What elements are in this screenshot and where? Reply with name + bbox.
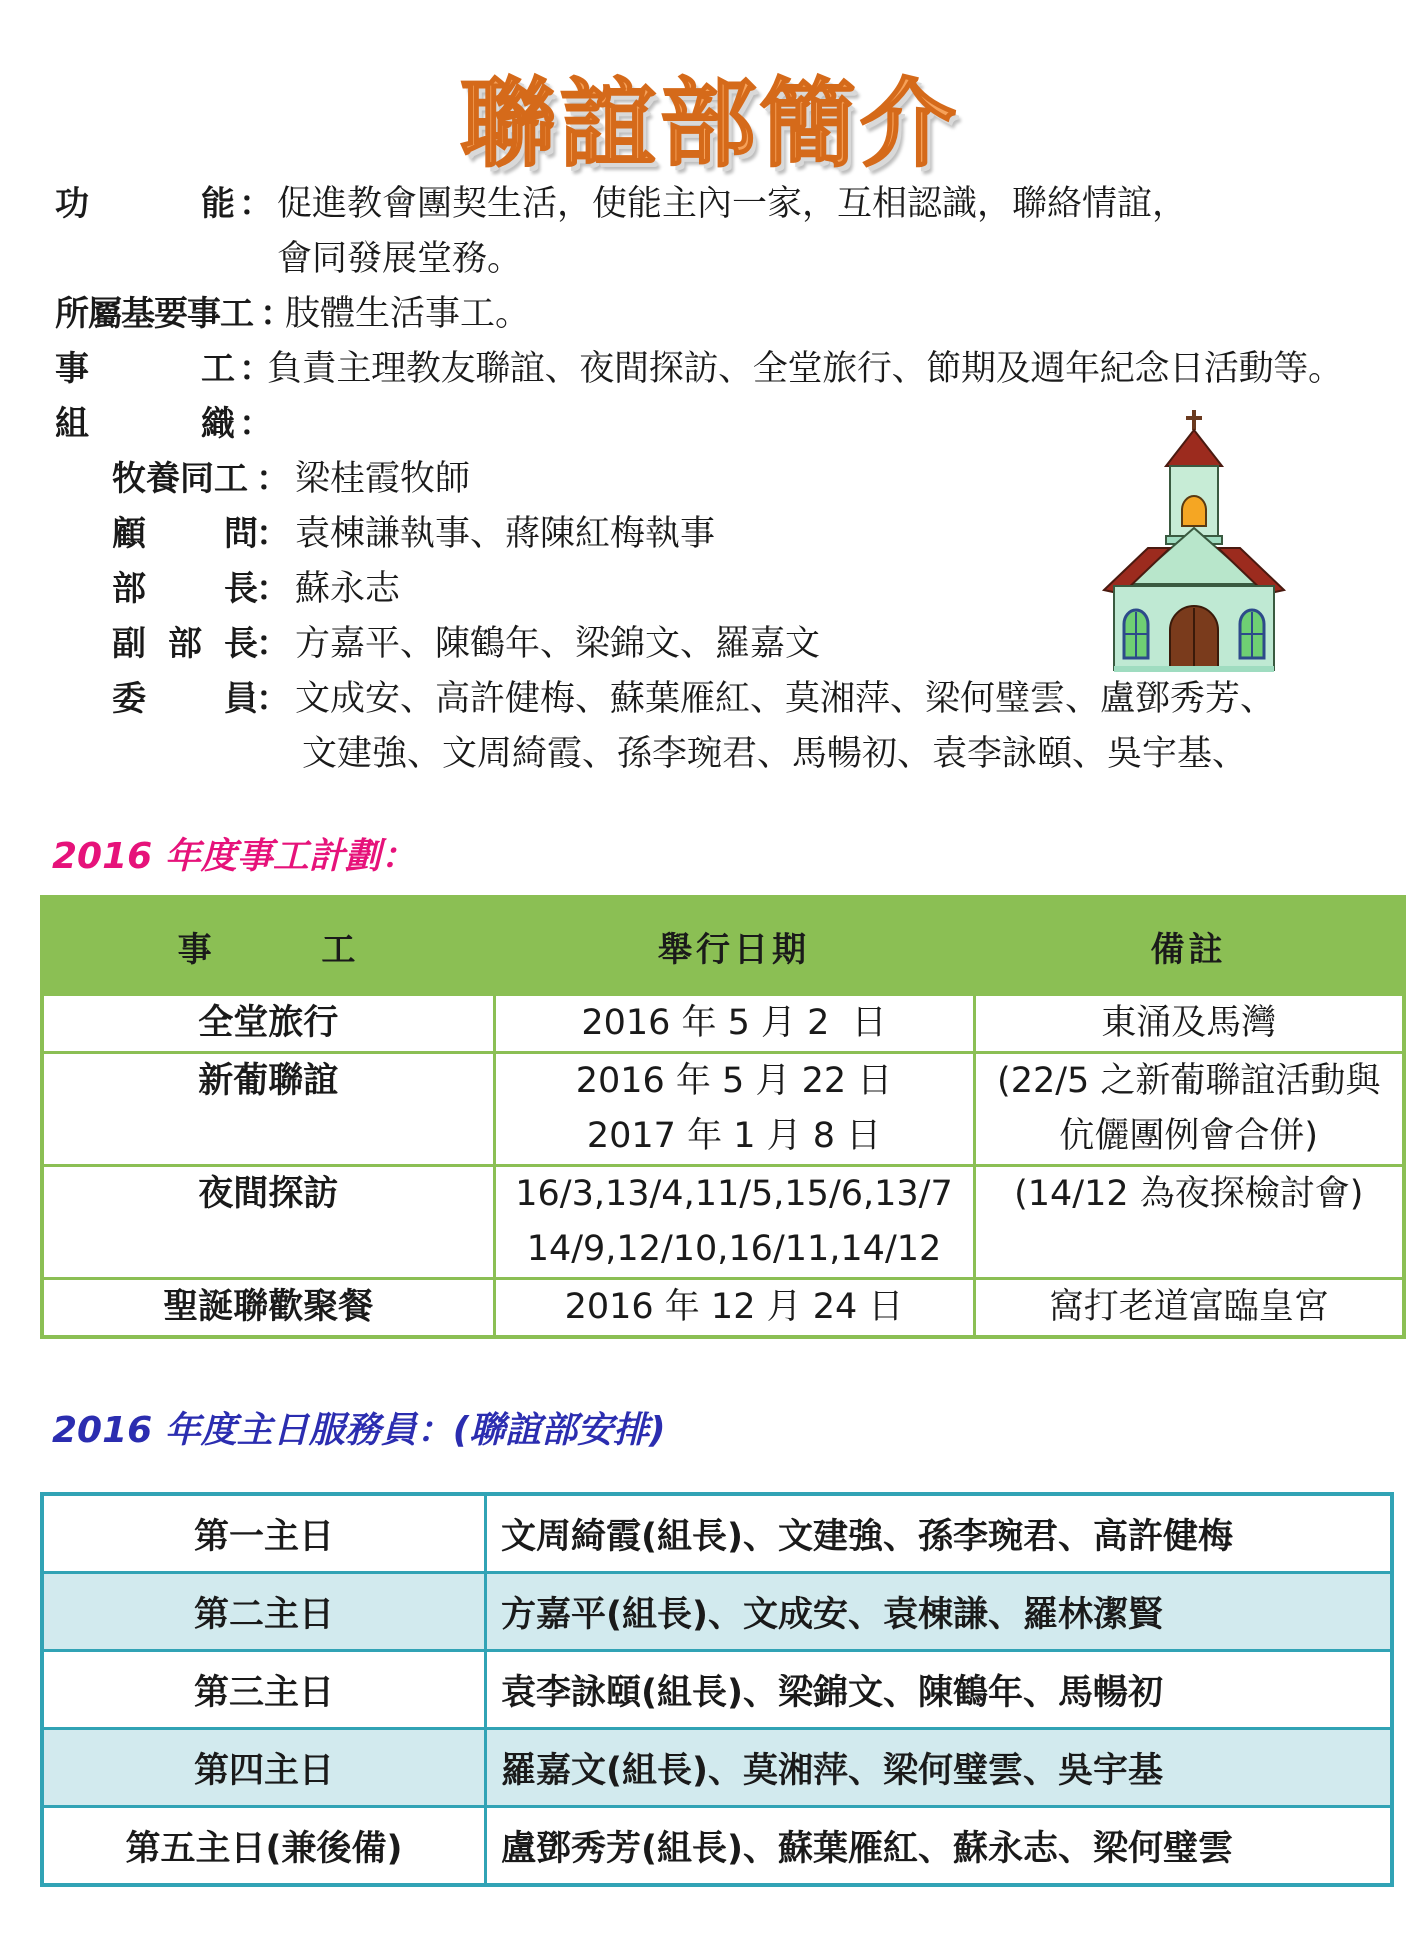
roster-people: 盧鄧秀芳(組長)、蘇葉雁紅、蘇永志、梁何璧雲 — [486, 1807, 1393, 1886]
roster-row — [42, 1807, 1392, 1886]
plan-header-date: 舉行日期 — [494, 897, 974, 995]
head-value: 蘇永志 — [295, 569, 401, 609]
plan-cell-note: 窩打老道富臨皇宮 — [974, 1279, 1404, 1338]
roster-row — [42, 1729, 1392, 1807]
page: 聯誼部簡介 功 能 ： 促進教會團契生活，使能主內一家，互相認識，聯絡情誼， 會同發展堂務。 所屬基要事工 ： 肢體生活事工。 事 工 ： 負責主理教友聯誼、夜間探訪、全堂旅行、節期及週年紀念日活動等。 組 織 ： 牧養同工 ： 梁桂霞牧師 顧 問 ： 袁棟謙執事、蔣陳紅梅執事 部 長 ： 蘇永志 副 部 長 ： 方嘉平、陳鶴年、梁錦文、羅嘉文 委 員 ： 文成安、高許健梅、蘇葉雁紅、莫湘萍、梁何璧雲、盧鄧秀芳、 文建強、文周綺霞、孫李琬君、馬暢初、袁李詠頤、吳宇基、 2016 年度事工計劃： 事 工 舉行日期 備註 全堂旅行 2016 年 5 月 2 日 東涌及馬灣 新葡聯誼 2016 年 5 月 22 日 2017 年 1 月 8 日 (22/5 之新葡聯誼活動與 伉儷團例會合併) 夜間探訪 16/3,13/4,11/5,15/6,13/7 14/9,12/10,16/11,14/12 (14/12 為夜探檢討會) 聖誕聯歡聚餐 2016 年 12 月 24 日 窩打老道富臨皇宮 2016 年度主日服務員：(聯誼部安排) 第一主日 文周綺霞(組長)、文建強、孫李琬君、高許健梅 第二主日 方嘉平(組長)、文成安、袁棟謙、羅林潔賢 第三主日 袁李詠頤(組長)、梁錦文、陳鶴年、馬暢初 第四主日 羅嘉文(組長)、莫湘萍、梁何璧雲、吳宇基 第五主日(兼後備) 盧鄧秀芳(組長)、蘇葉雁紅、蘇永志、梁何璧雲 — [0, 0, 1420, 1955]
roster-table — [40, 1492, 1394, 1887]
plan-cell-name: 夜間探訪 — [42, 1166, 494, 1279]
plan-cell-name: 聖誕聯歡聚餐 — [42, 1279, 494, 1338]
plan-cell-name: 新葡聯誼 — [42, 1053, 494, 1166]
roster-day: 第五主日(兼後備) — [42, 1807, 486, 1886]
plan-header-note: 備註 — [974, 897, 1404, 995]
roster-row — [42, 1573, 1392, 1651]
ministry-label: 所屬基要事工 — [55, 294, 253, 334]
plan-row — [42, 1279, 1404, 1338]
function-line-2: 會同發展堂務。 — [277, 239, 523, 279]
plan-heading: 2016 年度事工計劃： — [52, 836, 417, 877]
function-line-1: 促進教會團契生活，使能主內一家，互相認識，聯絡情誼， — [277, 184, 1188, 224]
plan-cell-note: 東涌及馬灣 — [974, 995, 1404, 1053]
church-icon — [1100, 408, 1300, 673]
roster-people: 文周綺霞(組長)、文建強、孫李琬君、高許健梅 — [486, 1494, 1393, 1573]
roster-day: 第三主日 — [42, 1651, 486, 1729]
plan-cell-name: 全堂旅行 — [42, 995, 494, 1053]
plan-row — [42, 995, 1404, 1053]
plan-row — [42, 1166, 1404, 1279]
deputy-value: 方嘉平、陳鶴年、梁錦文、羅嘉文 — [295, 624, 821, 664]
plan-cell-date: 16/3,13/4,11/5,15/6,13/7 14/9,12/10,16/11,14/12 — [494, 1166, 974, 1279]
plan-cell-note: (22/5 之新葡聯誼活動與 伉儷團例會合併) — [974, 1053, 1404, 1166]
plan-cell-date: 2016 年 5 月 22 日 2017 年 1 月 8 日 — [494, 1053, 974, 1166]
plan-cell-date: 2016 年 5 月 2 日 — [494, 995, 974, 1053]
roster-day: 第二主日 — [42, 1573, 486, 1651]
ministry-value: 肢體生活事工。 — [285, 294, 531, 334]
pastor-label: 牧養同工 — [112, 459, 248, 499]
plan-header-row — [42, 897, 1404, 995]
pastor-value: 梁桂霞牧師 — [295, 459, 471, 499]
member-line-1: 文成安、高許健梅、蘇葉雁紅、莫湘萍、梁何璧雲、盧鄧秀芳、 — [295, 679, 1276, 719]
roster-people: 羅嘉文(組長)、莫湘萍、梁何璧雲、吳宇基 — [486, 1729, 1393, 1807]
plan-cell-note: (14/12 為夜探檢討會) — [974, 1166, 1404, 1279]
plan-table — [40, 895, 1406, 1339]
plan-header-work: 事 工 — [42, 897, 494, 995]
roster-heading: 2016 年度主日服務員：(聯誼部安排) — [52, 1410, 666, 1451]
page-title: 聯誼部簡介 — [460, 67, 960, 180]
work-value: 負責主理教友聯誼、夜間探訪、全堂旅行、節期及週年紀念日活動等。 — [267, 349, 1343, 389]
plan-row — [42, 1053, 1404, 1166]
roster-day: 第一主日 — [42, 1494, 486, 1573]
roster-row — [42, 1651, 1392, 1729]
roster-row — [42, 1494, 1392, 1573]
roster-people: 方嘉平(組長)、文成安、袁棟謙、羅林潔賢 — [486, 1573, 1393, 1651]
advisor-value: 袁棟謙執事、蔣陳紅梅執事 — [295, 514, 716, 554]
roster-day: 第四主日 — [42, 1729, 486, 1807]
roster-people: 袁李詠頤(組長)、梁錦文、陳鶴年、馬暢初 — [486, 1651, 1393, 1729]
member-line-2: 文建強、文周綺霞、孫李琬君、馬暢初、袁李詠頤、吳宇基、 — [302, 734, 1248, 774]
plan-cell-date: 2016 年 12 月 24 日 — [494, 1279, 974, 1338]
